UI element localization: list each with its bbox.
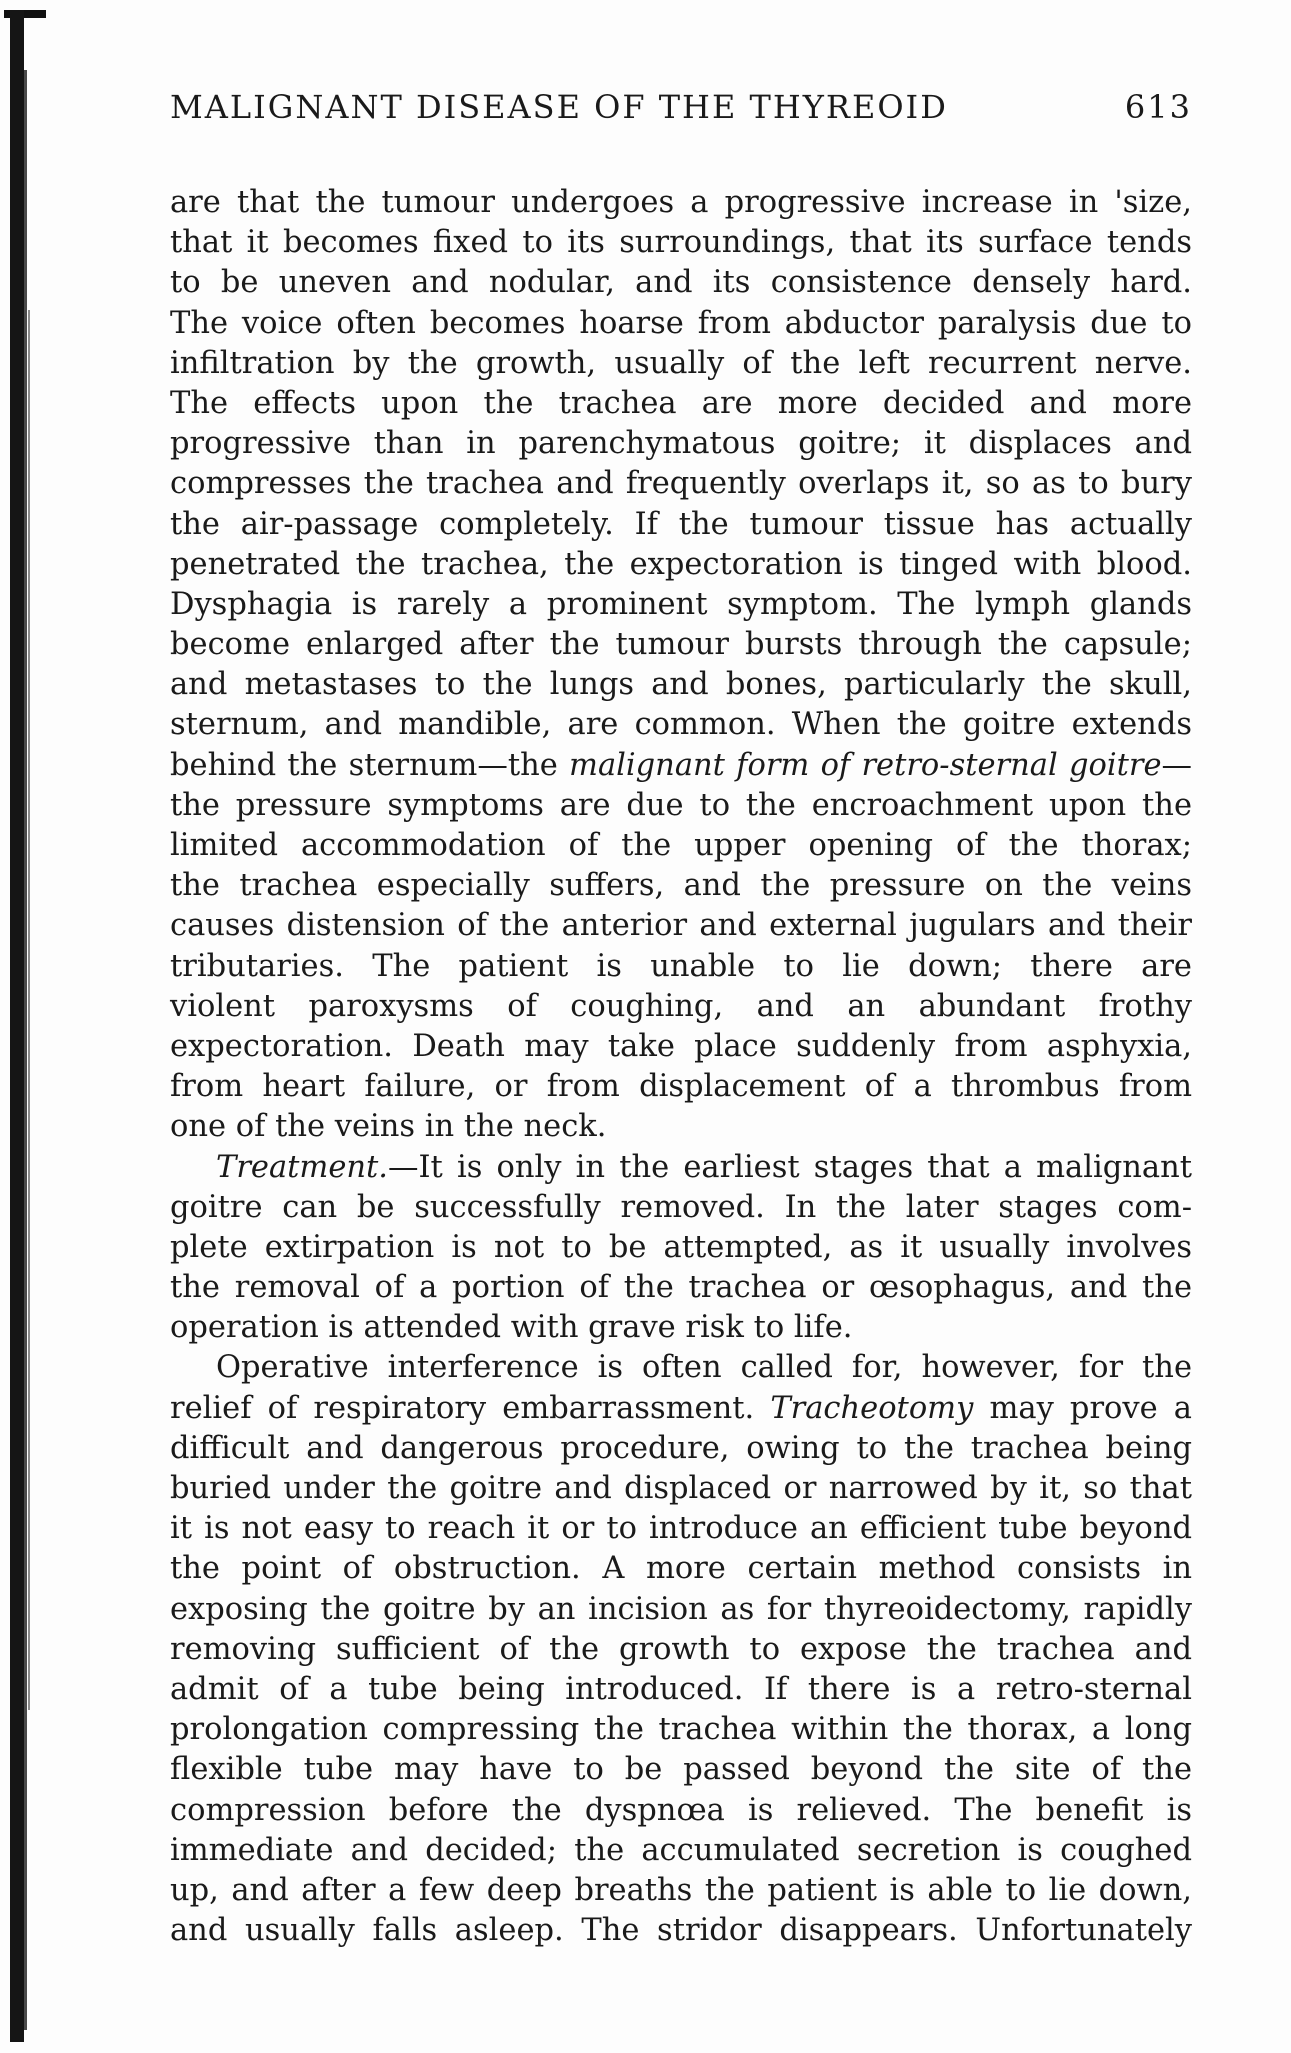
text-segment: compression before the dyspnœa is relieved. The benefit is: [170, 1792, 1192, 1828]
text-segment: causes distension of the anterior and external jugulars and their: [170, 908, 1192, 944]
text-line: [170, 1590, 1192, 1630]
text-segment: immediate and decided; the accumulated secretion is coughed: [170, 1832, 1192, 1868]
text-line: [170, 304, 1192, 344]
binding-edge-scan-artifact: [4, 10, 46, 2042]
text-segment: goitre can be successfully removed. In the later stages com-: [170, 1189, 1192, 1225]
text-line: [170, 585, 1192, 625]
text-segment: from heart failure, or from displacement of a thrombus from: [170, 1069, 1192, 1105]
text-segment: and metastases to the lungs and bones, particularly the skull,: [170, 667, 1192, 703]
text-line: [170, 1389, 1192, 1429]
text-line: [170, 424, 1192, 464]
text-line: [170, 1107, 1192, 1147]
text-segment: may prove a: [973, 1390, 1192, 1426]
text-line: [170, 1188, 1192, 1228]
text-segment: are that the tumour undergoes a progressive increase in 'size,: [170, 185, 1192, 220]
text-segment: up, and after a few deep breaths the patient is able to lie down,: [170, 1872, 1192, 1908]
text-segment: —It is only in the earliest stages that a malignant: [387, 1149, 1192, 1185]
text-line: [170, 1791, 1192, 1831]
text-line: [170, 1750, 1192, 1790]
text-line: [170, 1630, 1192, 1670]
text-segment: penetrated the trachea, the expectoration is tinged with blood.: [170, 546, 1192, 582]
text-segment: removing sufficient of the growth to expose the trachea and: [170, 1631, 1192, 1667]
text-segment: infiltration by the growth, usually of the left recurrent nerve.: [170, 345, 1192, 381]
text-line: [170, 1871, 1192, 1911]
text-segment: limited accommodation of the upper opening of the thorax;: [170, 828, 1192, 863]
text-line: [170, 263, 1192, 303]
text-line: [170, 1549, 1192, 1589]
text-segment: tributaries. The patient is unable to lie down; there are: [170, 948, 1192, 984]
text-line: [170, 1027, 1192, 1067]
text-segment: Dysphagia is rarely a prominent symptom. The lymph glands: [170, 586, 1192, 622]
text-line: [170, 464, 1192, 504]
text-line: [170, 1308, 1192, 1348]
text-segment: prolongation compressing the trachea within the thorax, a long: [170, 1712, 1192, 1748]
text-line: [170, 1348, 1192, 1388]
running-header: [170, 88, 1192, 138]
text-line: [170, 705, 1192, 745]
text-line: [170, 746, 1192, 786]
text-segment: The effects upon the trachea are more decided and more: [170, 385, 1192, 421]
text-line: [170, 183, 1192, 223]
text-segment: become enlarged after the tumour bursts through the capsule;: [170, 627, 1192, 663]
text-line: [170, 906, 1192, 946]
text-segment: to be uneven and nodular, and its consistence densely hard.: [170, 265, 1192, 301]
text-segment: that it becomes fixed to its surroundings, that its surface tends: [170, 225, 1192, 261]
text-segment: compresses the trachea and frequently overlaps it, so as to bury: [170, 466, 1192, 502]
text-line: [170, 1067, 1192, 1107]
text-line: [170, 1228, 1192, 1268]
text-line: [170, 987, 1192, 1027]
text-line: [170, 505, 1192, 545]
text-line: [170, 826, 1192, 866]
text-line: [170, 1148, 1192, 1188]
text-segment: the air-passage completely. If the tumour tissue has actually: [170, 506, 1192, 542]
running-title: MALIGNANT DISEASE OF THE THYREOID: [170, 88, 948, 126]
text-segment: exposing the goitre by an incision as for thyreoidectomy, rapidly: [170, 1591, 1192, 1627]
text-line: [170, 1268, 1192, 1308]
text-line: [170, 1429, 1192, 1469]
text-line: [170, 384, 1192, 424]
text-segment: the point of obstruction. A more certain method consists in: [170, 1551, 1192, 1587]
text-segment: relief of respiratory embarrassment.: [170, 1390, 771, 1426]
page-number: 613: [1124, 88, 1192, 126]
text-segment: buried under the goitre and displaced or narrowed by it, so that: [170, 1471, 1192, 1506]
text-segment: flexible tube may have to be passed beyond the site of the: [170, 1752, 1192, 1788]
text-segment: behind the sternum—the: [170, 747, 570, 783]
text-segment: plete extirpation is not to be attempted, as it usually involves: [170, 1229, 1192, 1265]
italic-text-segment: Treatment.: [216, 1149, 388, 1185]
text-line: [170, 223, 1192, 263]
text-segment: violent paroxysms of coughing, and an abundant frothy: [170, 988, 1192, 1024]
text-segment: —: [1161, 747, 1193, 783]
text-segment: Operative interference is often called for, however, for the: [216, 1350, 1192, 1386]
text-segment: operation is attended with grave risk to life.: [170, 1310, 853, 1346]
text-line: [170, 866, 1192, 906]
text-line: [170, 1670, 1192, 1710]
text-line: [170, 1469, 1192, 1509]
text-segment: the trachea especially suffers, and the pressure on the veins: [170, 868, 1192, 904]
text-segment: sternum, and mandible, are common. When the goitre extends: [170, 707, 1192, 743]
text-segment: admit of a tube being introduced. If there is a retro-sternal: [170, 1671, 1192, 1707]
italic-text-segment: Tracheotomy: [770, 1390, 974, 1426]
text-segment: the pressure symptoms are due to the encroachment upon the: [170, 787, 1192, 823]
text-segment: the removal of a portion of the trachea or œsophagus, and the: [170, 1270, 1192, 1306]
text-segment: and usually falls asleep. The stridor disappears. Unfortunately: [170, 1913, 1192, 1949]
italic-text-segment: malignant form of retro-sternal goitre: [569, 747, 1162, 783]
text-line: [170, 625, 1192, 665]
text-line: [170, 665, 1192, 705]
text-line: [170, 1911, 1192, 1951]
text-line: [170, 1509, 1192, 1549]
text-segment: progressive than in parenchymatous goitre; it displaces and: [170, 426, 1192, 462]
text-line: [170, 947, 1192, 987]
text-line: [170, 1710, 1192, 1750]
body-text: [170, 183, 1192, 1951]
text-segment: one of the veins in the neck.: [170, 1109, 607, 1145]
text-line: [170, 545, 1192, 585]
text-line: [170, 344, 1192, 384]
text-segment: The voice often becomes hoarse from abductor paralysis due to: [170, 305, 1192, 341]
text-segment: it is not easy to reach it or to introduce an efficient tube beyond: [170, 1511, 1192, 1547]
text-line: [170, 786, 1192, 826]
text-segment: difficult and dangerous procedure, owing to the trachea being: [170, 1430, 1192, 1466]
text-line: [170, 1831, 1192, 1871]
text-segment: expectoration. Death may take place suddenly from asphyxia,: [170, 1028, 1192, 1064]
